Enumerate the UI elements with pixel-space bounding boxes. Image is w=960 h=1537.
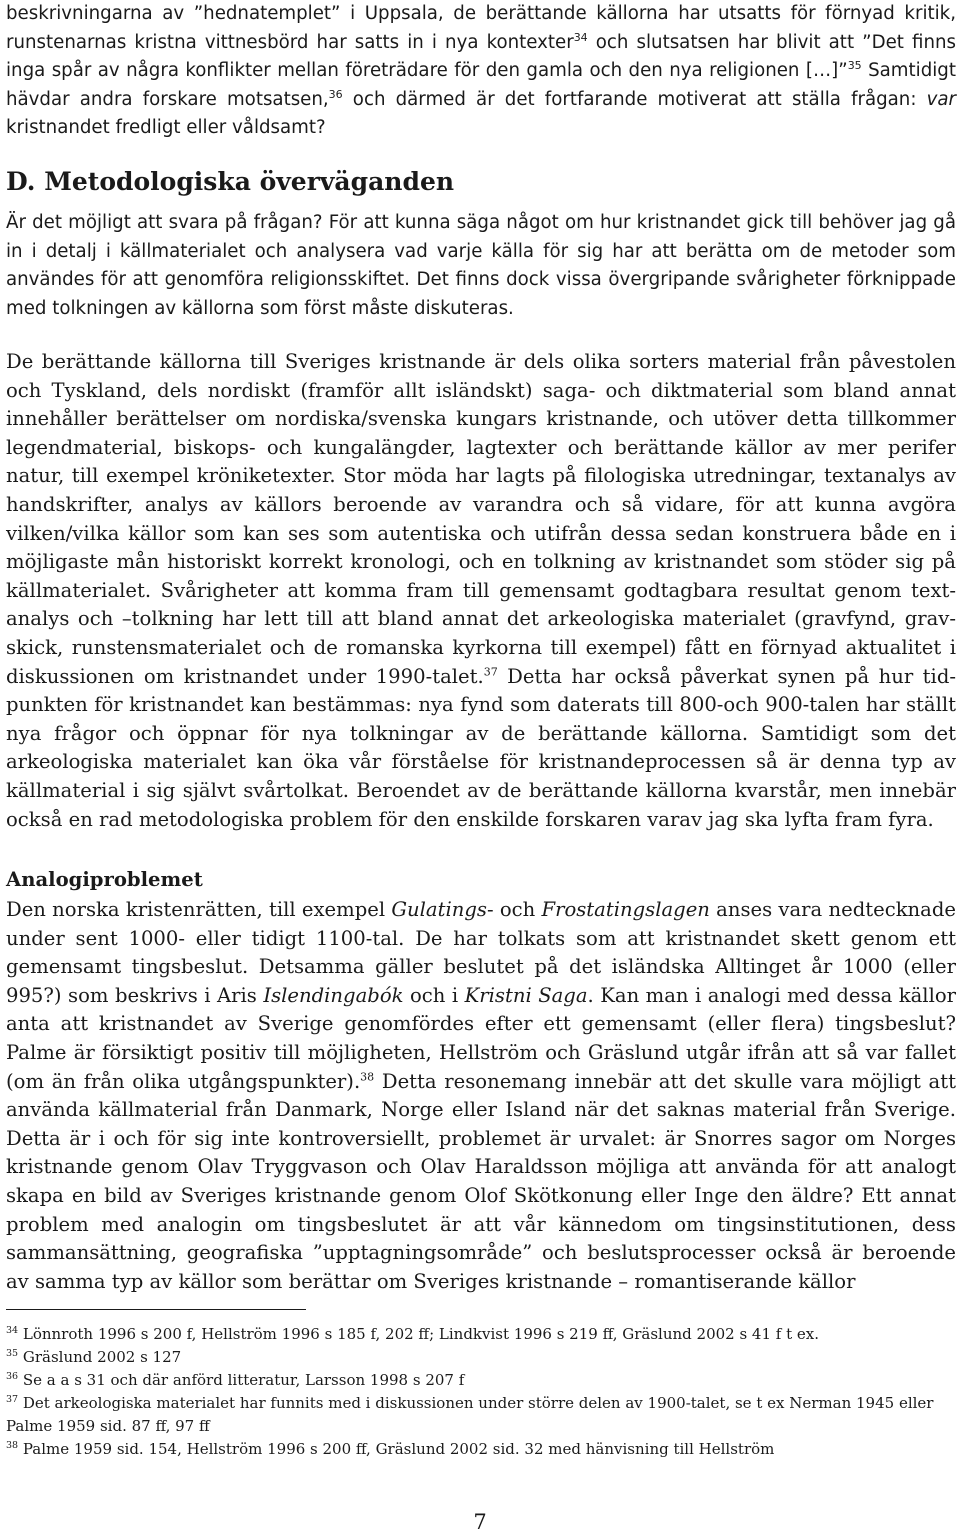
footnote bbox=[6, 1323, 956, 1346]
analogi-text-1: Den norska kristenrätten, till exempel bbox=[6, 898, 392, 921]
footnote bbox=[6, 1369, 956, 1392]
intro-text-3: Samtidigt hävdar andra forskare motsatsen, bbox=[6, 60, 956, 110]
intro-italic-var: var bbox=[926, 88, 956, 110]
analogi-italic-frostatingslagen: Frostatingslagen bbox=[541, 898, 710, 921]
footnote-text: Lönnroth 1996 s 200 f, Hellström 1996 s 185 f, 202 ff; Lindkvist 1996 s 219 ff, Gräslund 2002 s 41 f t ex. bbox=[18, 1325, 820, 1343]
footnote-number: 36 bbox=[6, 1371, 19, 1382]
sources-text-1: De berättande källorna till Sveriges kristnande är dels olika sorters material från påvestolen och Tyskland, dels nordiskt (framför allt isländskt) saga- och diktmaterial som bland annat innehåller berättelser om nordiska/svenska kungars kristnande, och utöver detta tillkommer legendmaterial, biskops- och kungalängder, lagtexter och berättande källor av mer perifer natur, till exempel kröniketexter. Stor möda har lagts på filologiska utredningar, textanalys av handskrifter, analys av källors beroende av varandra och så vidare, för att kunna avgöra vilken/vilka källor som kan ses som autentiska och utifrån dessa sedan konstruera både en i möjligaste mån historiskt korrekt kronologi, och en tolkning av kristnandet som stöder sig på källmaterialet. Svårigheter att komma fram till gemensamt godtagbara resultat genom textanalys och –tolkning har lett till att bland annat det arkeologiska materialet (gravfynd, gravskick, runstensmaterialet och de romanska kyrkorna till exempel) fått en förnyad aktualitet i diskussionen om kristnandet under 1990-talet. bbox=[6, 350, 956, 688]
sources-paragraph bbox=[6, 348, 956, 834]
intro-text-2: och slutsatsen har blivit att ”Det finns inga spår av några konflikter mellan företrädare för den gamla och den nya religionen […]” bbox=[6, 31, 956, 82]
analogi-italic-kristni-saga: Kristni Saga bbox=[464, 983, 588, 1007]
analogi-italic-islendingabok: Islendingabók bbox=[263, 983, 404, 1007]
method-paragraph: Är det möjligt att svara på frågan? För att kunna säga något om hur kristnandet gick till behöver jag gå in i detalj i källmaterialet och analysera vad varje källa för sig har att berätta om de metoder som användes för att genomföra religionsskiftet. Det finns dock vissa övergripande svårigheter förknippade med tolkningen av källorna som först måste diskuteras. bbox=[6, 212, 956, 319]
intro-text-1: beskrivningarna av ”hednatemplet” i Uppsala, de berättande källorna har utsatts för förnyad kritik, runstenarnas kristna vittnesbörd har satts in i nya kontexter bbox=[6, 3, 956, 53]
intro-text-4: och därmed är det fortfarande motiverat att ställa frågan: bbox=[342, 88, 927, 110]
footnote-text: Palme 1959 sid. 154, Hellström 1996 s 200 ff, Gräslund 2002 sid. 32 med hänvisning till Hellström bbox=[18, 1440, 775, 1458]
analogi-italic-gulatings: Gulatings bbox=[391, 898, 487, 921]
footnote-ref-35[interactable]: 35 bbox=[847, 59, 862, 73]
footnote-ref-38[interactable]: 38 bbox=[360, 1070, 375, 1084]
footnote bbox=[6, 1392, 956, 1438]
footnote-divider bbox=[6, 1309, 306, 1310]
analogi-paragraph bbox=[6, 896, 956, 1296]
footnote-ref-34[interactable]: 34 bbox=[573, 30, 588, 44]
footnote-number: 34 bbox=[6, 1325, 19, 1336]
footnote bbox=[6, 1346, 956, 1369]
intro-paragraph bbox=[6, 0, 956, 143]
footnote-number: 38 bbox=[6, 1440, 19, 1451]
footnote-number: 37 bbox=[6, 1394, 19, 1405]
footnote-text: Det arkeologiska materialet har funnits med i diskussionen under större delen av 1900-talet, se t ex Nerman 1945 eller Palme 1959 sid. 87 ff, 97 ff bbox=[6, 1394, 934, 1435]
analogi-text-4: och i bbox=[403, 983, 465, 1007]
footnote-text: Se a a s 31 och där anförd litteratur, Larsson 1998 s 207 f bbox=[18, 1371, 465, 1389]
footnote-ref-37[interactable]: 37 bbox=[483, 665, 498, 678]
footnote-number: 35 bbox=[6, 1348, 19, 1359]
analogi-text-5: . Kan man i analogi med dessa källor anta att kristnandet av Sverige genomfördes efter ett gemensamt (eller flera) tingsbeslut? Palme är försiktigt positiv till möjligheten, Hellström och Gräslund utgår ifrån att så var fallet (om än från olika utgångspunkter). bbox=[6, 983, 956, 1093]
subheading-analogi: Analogiproblemet bbox=[6, 868, 203, 891]
footnote bbox=[6, 1438, 956, 1461]
analogi-text-6: Detta resonemang innebär att det skulle vara möjligt att använda källmaterial från Danmark, Norge eller Island när det saknas material från Sverige. Detta är i och för sig inte kontroversiellt, problemet är urvalet: är Snorres sagor om Norges kristnande genom Olav Tryggvason och Olav Haraldsson möjliga att använda för att analogt skapa en bild av Sveriges kristnande genom Olof Skötkonung eller Inge den äldre? Ett annat problem med analogin om tingsbeslutet är att vår kännedom om tingsinstitutionen, dess sammansättning, geografiska ”upptagningsområde” och beslutsprocesser också är beroende av samma typ av källor som berättar om Sveriges kristnande – romantiserande källor bbox=[6, 1069, 956, 1293]
intro-text-5: kristnandet fredligt eller våldsamt? bbox=[6, 117, 326, 139]
sources-text-2: Detta har också påverkat synen på hur tidpunkten för kristnandet kan bestämmas: nya fynd som daterats till 800-och 900-talen har ställt nya frågor och öppnar för nya tolkningar av de berättande källorna. Samtidigt som det arkeologiska materialet kan öka vår förståelse för kristnandeprocessen så är denna typ av källmaterial i sig självt svårtolkat. Beroendet av de berättande källorna kvarstår, men innebär också en rad metodologiska problem för den enskilde forskaren varav jag ska lyfta fram fyra. bbox=[6, 664, 956, 831]
analogi-text-3: anses vara nedtecknade under sent 1000- eller tidigt 1100-tal. De har tolkats som att kristnandet skett genom ett gemensamt tingsbeslut. Detsamma gäller beslutet på det isländska Alltinget år 1000 (eller 995?) som beskrivs i Aris bbox=[6, 898, 956, 1007]
page-number: 7 bbox=[473, 1510, 487, 1534]
footnote-ref-36[interactable]: 36 bbox=[328, 87, 343, 101]
analogi-text-2: - och bbox=[486, 898, 542, 921]
footnotes bbox=[6, 1323, 956, 1461]
section-heading-d: D. Metodologiska överväganden bbox=[6, 167, 455, 196]
footnote-text: Gräslund 2002 s 127 bbox=[18, 1348, 182, 1366]
